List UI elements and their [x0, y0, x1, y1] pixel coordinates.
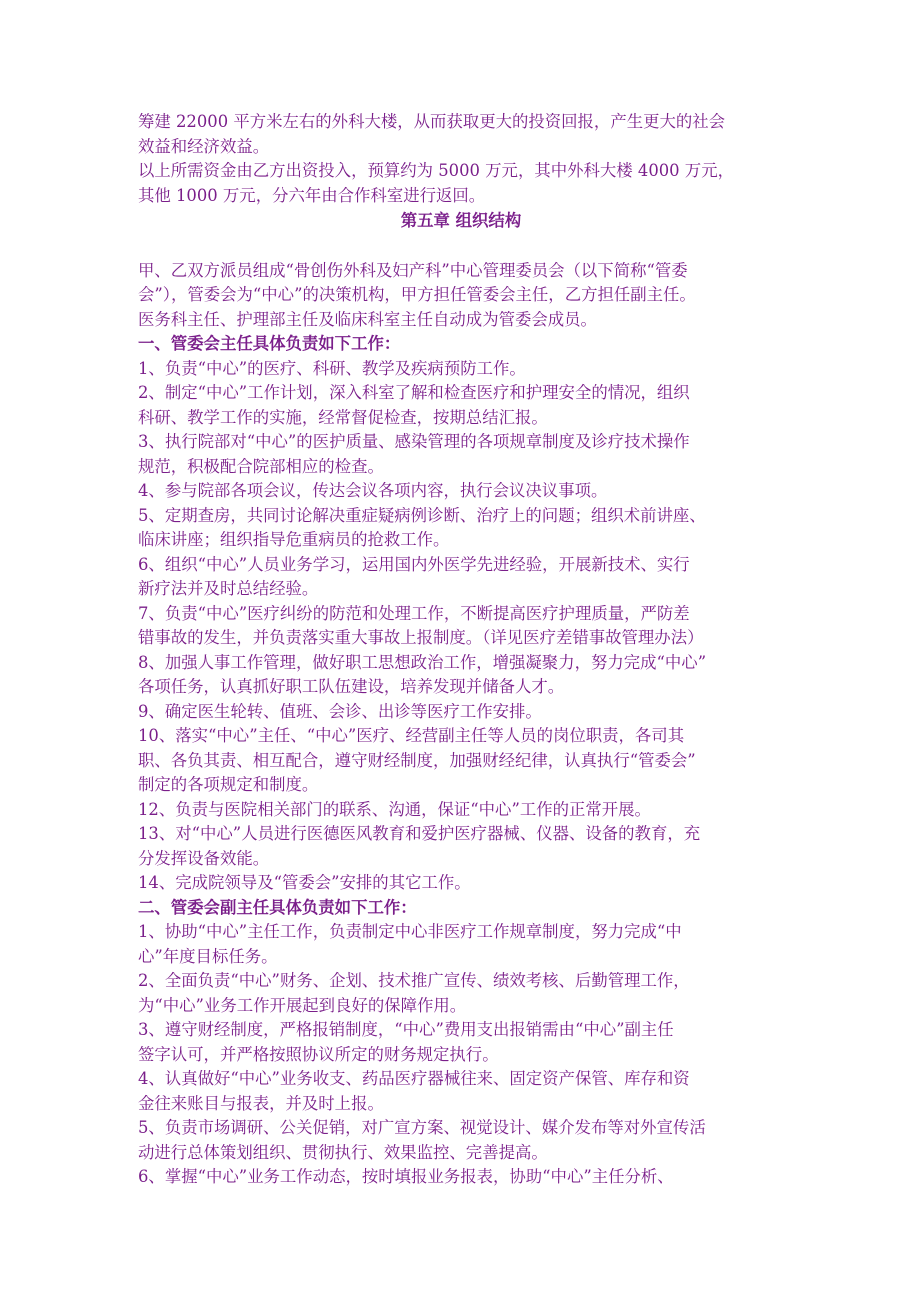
text-line: 4、认真做好“中心”业务收支、药品医疗器械往来、固定资产保管、库存和资: [138, 1069, 690, 1088]
text-line: 效益和经济效益。: [138, 136, 270, 156]
text-line: 12、负责与医院相关部门的联系、沟通，保证“中心”工作的正常开展。: [138, 799, 651, 819]
text-line: 7、负责“中心”医疗纠纷的防范和处理工作，不断提高医疗护理质量，严防差: [138, 603, 690, 623]
section-heading-deputy-director: 二、管委会副主任具体负责如下工作：: [138, 897, 417, 917]
text-line: 规范，积极配合院部相应的检查。: [138, 456, 384, 476]
text-line: 其他 1000 万元，分六年由合作科室进行返回。: [138, 185, 486, 205]
text-line: 1、负责“中心”的医疗、科研、教学及疾病预防工作。: [138, 358, 526, 378]
text-line: 14、完成院领导及“管委会”安排的其它工作。: [138, 873, 471, 892]
list-item: [138, 724, 784, 798]
text-line: 13、对“中心”人员进行医德医风教育和爱护医疗器械、仪器、设备的教育，充: [138, 824, 701, 843]
list-item: [138, 700, 784, 725]
director-duties-list: [138, 357, 784, 896]
text-line: 6、组织“中心”人员业务学习，运用国内外医学先进经验，开展新技术、实行: [138, 554, 690, 574]
section-heading-director: 一、管委会主任具体负责如下工作：: [138, 334, 401, 353]
text-line: 1、协助“中心”主任工作，负责制定中心非医疗工作规章制度，努力完成“中: [138, 922, 682, 941]
list-item: [138, 969, 784, 1018]
list-item: [138, 602, 784, 651]
text-line: 2、全面负责“中心”财务、企划、技术推广宣传、绩效考核、后勤管理工作，: [138, 971, 690, 990]
list-item: [138, 1067, 784, 1116]
text-line: 临床讲座；组织指导危重病员的抢救工作。: [138, 530, 450, 549]
text-line: 新疗法并及时总结经验。: [138, 579, 319, 598]
org-paragraph: [138, 259, 784, 333]
list-item: [138, 920, 784, 969]
list-item: [138, 1018, 784, 1067]
text-line: 职、各负其责、相互配合，遵守财经制度，加强财经纪律，认真执行“管委会”: [138, 750, 696, 770]
text-line: 各项任务，认真抓好职工队伍建设，培养发现并储备人才。: [138, 677, 565, 696]
text-line: 为“中心”业务工作开展起到良好的保障作用。: [138, 995, 467, 1015]
document-page: [138, 110, 784, 1190]
list-item: [138, 1165, 784, 1190]
text-line: 制定的各项规定和制度。: [138, 775, 319, 794]
list-item: [138, 822, 784, 871]
list-item: [138, 479, 784, 504]
text-line: 错事故的发生，并负责落实重大事故上报制度。（详见医疗差错事故管理办法）: [138, 628, 704, 647]
list-item: [138, 504, 784, 553]
list-item: [138, 1116, 784, 1165]
chapter-title: 第五章 组织结构: [400, 211, 522, 230]
text-line: 会”），管委会为“中心”的决策机构，甲方担任管委会主任，乙方担任副主任。: [138, 285, 696, 304]
list-item: [138, 798, 784, 823]
text-line: 8、加强人事工作管理，做好职工思想政治工作，增强凝聚力，努力完成“中心”: [138, 652, 707, 672]
text-line: 5、负责市场调研、公关促销，对广宣方案、视觉设计、媒介发布等对外宣传活: [138, 1118, 706, 1137]
text-line: 5、定期查房，共同讨论解决重症疑病例诊断、治疗上的问题；组织术前讲座、: [138, 505, 706, 525]
text-line: 2、制定“中心”工作计划，深入科室了解和检查医疗和护理安全的情况，组织: [138, 383, 690, 402]
text-line: 科研、教学工作的实施，经常督促检查，按期总结汇报。: [138, 407, 548, 427]
text-line: 分发挥设备效能。: [138, 848, 270, 868]
list-item: [138, 381, 784, 430]
text-line: 金往来账目与报表，并及时上报。: [138, 1093, 384, 1113]
text-line: 4、参与院部各项会议，传达会议各项内容，执行会议决议事项。: [138, 481, 608, 500]
list-item: [138, 651, 784, 700]
blank-line: [138, 234, 784, 259]
text-line: 心”年度目标任务。: [138, 946, 278, 966]
list-item: [138, 357, 784, 382]
text-line: 以上所需资金由乙方出资投入，预算约为 5000 万元，其中外科大楼 4000 万元，: [138, 161, 734, 180]
list-item: [138, 430, 784, 479]
text-line: 10、落实“中心”主任、“中心”医疗、经营副主任等人员的岗位职责，各司其: [138, 726, 685, 745]
list-item: [138, 553, 784, 602]
intro-paragraph-1: [138, 110, 784, 159]
deputy-director-duties-list: [138, 920, 784, 1190]
text-line: 筹建 22000 平方米左右的外科大楼，从而获取更大的投资回报，产生更大的社会: [138, 112, 726, 131]
text-line: 签字认可，并严格按照协议所定的财务规定执行。: [138, 1044, 499, 1064]
text-line: 9、确定医生轮转、值班、会诊、出诊等医疗工作安排。: [138, 701, 542, 721]
text-line: 医务科主任、护理部主任及临床科室主任自动成为管委会成员。: [138, 309, 597, 329]
intro-paragraph-2: [138, 159, 784, 208]
text-line: 6、掌握“中心”业务工作动态，按时填报业务报表，协助“中心”主任分析、: [138, 1167, 674, 1186]
text-line: 3、遵守财经制度，严格报销制度，“中心”费用支出报销需由“中心”副主任: [138, 1020, 674, 1039]
text-line: 甲、乙双方派员组成“骨创伤外科及妇产科”中心管理委员会（以下简称“管委: [138, 260, 688, 280]
text-line: 3、执行院部对“中心”的医护质量、感染管理的各项规章制度及诊疗技术操作: [138, 432, 690, 451]
text-line: 动进行总体策划组织、贯彻执行、效果监控、完善提高。: [138, 1142, 548, 1162]
list-item: [138, 871, 784, 896]
